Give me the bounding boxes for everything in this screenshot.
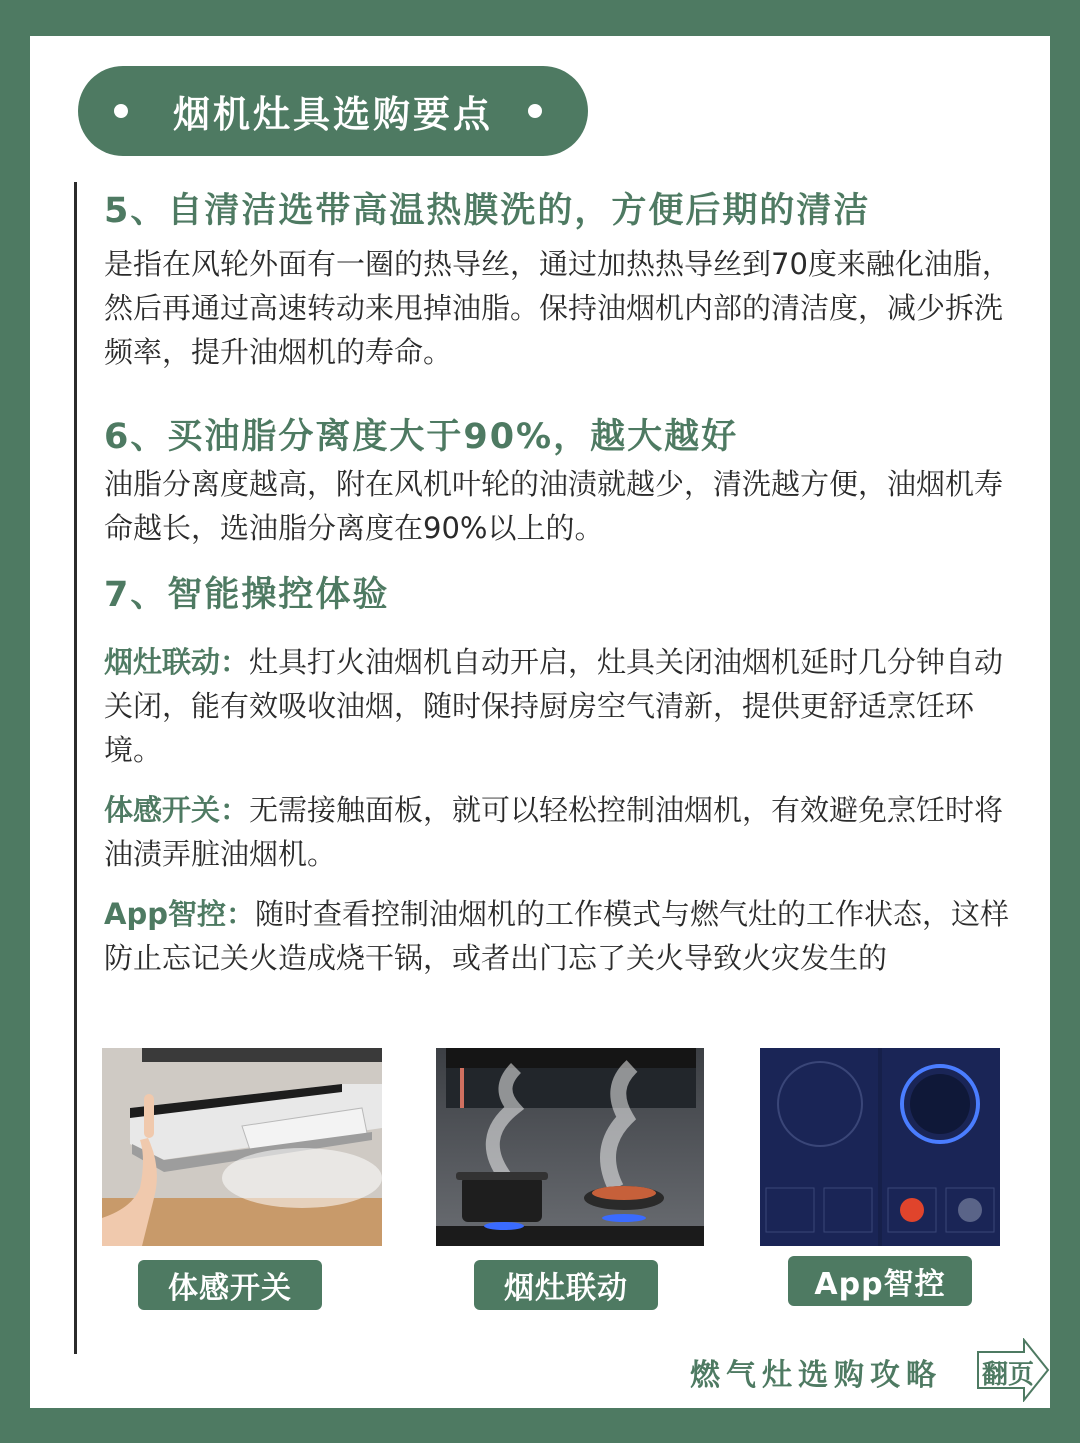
feature-app [104, 892, 1024, 980]
section-5-heading: 5、自清洁选带高温热膜洗的，方便后期的清洁 [104, 191, 871, 231]
bullet-dot-icon [528, 104, 542, 118]
feature-linkage-key: 烟灶联动： [104, 645, 250, 679]
article-body [104, 186, 1024, 980]
section-7-heading: 7、智能操控体验 [104, 575, 390, 615]
bullet-dot-icon [114, 104, 128, 118]
feature-gesture-text: 无需接触面板，就可以轻松控制油烟机，有效避免烹饪时将油渍弄脏油烟机。 [104, 793, 1004, 871]
app-control-screen-photo [760, 1048, 1000, 1246]
title-banner [78, 66, 588, 156]
feature-linkage [104, 640, 1024, 772]
page-title: 烟机灶具选购要点 [173, 93, 493, 136]
content-card [30, 36, 1050, 1408]
range-hood-gesture-photo [102, 1048, 382, 1246]
section-6-body: 油脂分离度越高，附在风机叶轮的油渍就越少，清洗越方便，油烟机寿命越长，选油脂分离度在90%以上的。 [104, 467, 1004, 545]
next-page-label: 翻页 [982, 1360, 1035, 1390]
stove-smoke-photo [436, 1048, 704, 1246]
section-5-body: 是指在风轮外面有一圈的热导丝，通过加热热导丝到70度来融化油脂，然后再通过高速转动来甩掉油脂。保持油烟机内部的清洁度，减少拆洗频率，提升油烟机的寿命。 [104, 247, 1011, 369]
feature-app-text: 随时查看控制油烟机的工作模式与燃气灶的工作状态，这样防止忘记关火造成烧干锅，或者出门忘了关火导致火灾发生的 [104, 897, 1009, 975]
feature-app-key: App智控： [104, 897, 255, 931]
stove-linkage-label: 烟灶联动 [474, 1260, 658, 1310]
section-6-heading: 6、买油脂分离度大于90%，越大越好 [104, 417, 739, 457]
feature-linkage-text: 灶具打火油烟机自动开启，灶具关闭油烟机延时几分钟自动关闭，能有效吸收油烟，随时保持厨房空气清新，提供更舒适烹饪环境。 [104, 645, 1004, 767]
next-page-button[interactable] [976, 1338, 1050, 1402]
gesture-switch-label: 体感开关 [138, 1260, 322, 1310]
footer-link[interactable]: 燃气灶选购攻略 [690, 1358, 942, 1393]
product-images [30, 1048, 1050, 1308]
feature-gesture [104, 788, 1024, 876]
app-control-label: App智控 [788, 1256, 972, 1306]
feature-gesture-key: 体感开关： [104, 793, 250, 827]
